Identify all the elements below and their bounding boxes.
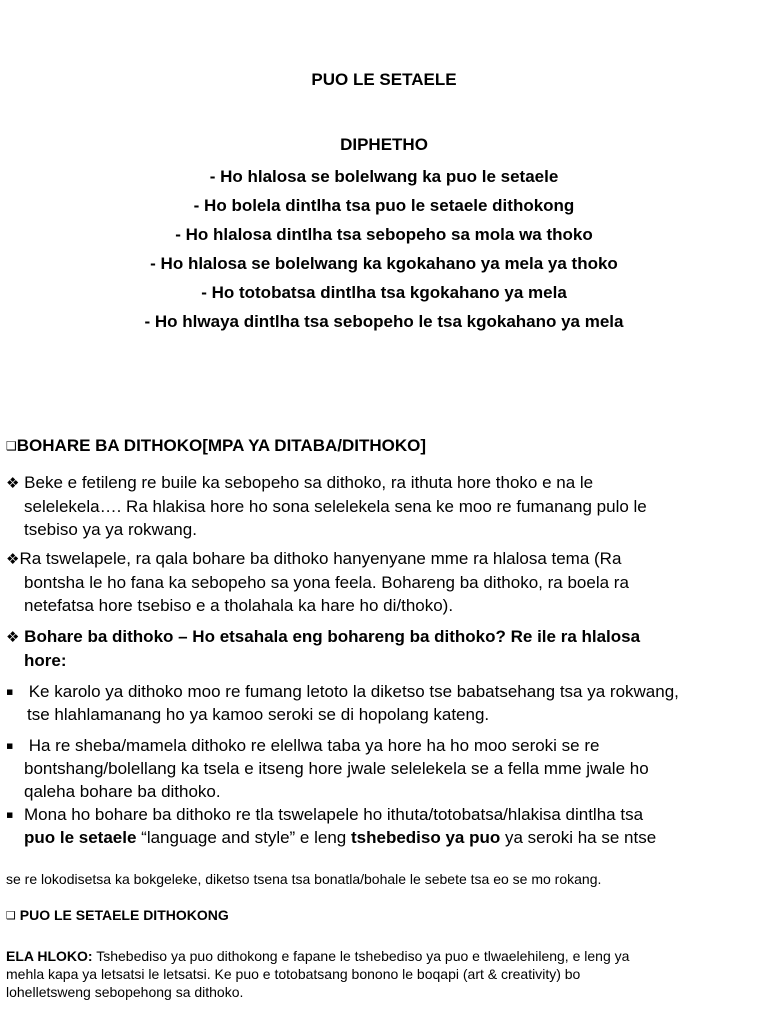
- section-heading: [6, 436, 426, 456]
- paragraph-line: hore:: [24, 651, 67, 670]
- section-heading-text: BOHARE BA DITHOKO[MPA YA DITABA/DITHOKO]: [16, 436, 427, 455]
- bullet-item: [6, 734, 762, 803]
- bold-term: puo le setaele: [24, 828, 137, 847]
- objective-item: - Ho totobatsa dintlha tsa kgokahano ya mela: [201, 283, 567, 302]
- section-heading: [6, 907, 229, 923]
- objective-item: - Ho hlwaya dintlha tsa sebopeho le tsa kgokahano ya mela: [144, 312, 624, 331]
- diamond-bullet-icon: ❖: [6, 550, 20, 568]
- diamond-bullet-icon: ❖: [6, 474, 20, 492]
- bullet-line: qaleha bohare ba dithoko.: [24, 782, 221, 801]
- square-bullet-icon: ▪: [6, 685, 14, 698]
- note-line: lohelletsweng sebopehong sa dithoko.: [6, 984, 244, 1000]
- continuation-text: se re lokodisetsa ka bokgeleke, diketso tsena tsa bonatla/bohale le sebete tsa eo se mo rokang.: [6, 871, 602, 887]
- paragraph: [6, 471, 762, 541]
- square-bullet-icon: ▪: [6, 739, 14, 752]
- paragraph: [6, 547, 762, 617]
- note-line: mehla kapa ya letsatsi le letsatsi. Ke puo e totobatsang bonono le boqapi (art & creativity) bo: [6, 966, 581, 982]
- bullet-item: [6, 803, 762, 849]
- note-line: Tshebediso ya puo dithokong e fapane le tshebediso ya puo e tlwaelehileng, e leng ya: [92, 948, 630, 964]
- objectives-list: [0, 162, 768, 336]
- note-paragraph: [6, 947, 762, 1001]
- paragraph-line: netefatsa hore tsebiso e a tholahala ka hare ho di/thoko).: [24, 596, 454, 615]
- note-label: ELA HLOKO:: [6, 948, 93, 964]
- bullet-line: tse hlahlamanang ho ya kamoo seroki se di hopolang kateng.: [27, 705, 490, 724]
- objective-item: - Ho bolela dintlha tsa puo le setaele dithokong: [193, 196, 575, 215]
- page-title: PUO LE SETAELE: [311, 70, 457, 89]
- square-bullet-icon: ▪: [6, 808, 14, 821]
- paragraph-line: Beke e fetileng re buile ka sebopeho sa dithoko, ra ithuta hore thoko e na le: [19, 473, 594, 492]
- objectives-heading: DIPHETHO: [340, 135, 428, 154]
- bullet-line: Mona ho bohare ba dithoko re tla tswelapele ho ithuta/totobatsa/hlakisa dintlha tsa: [24, 805, 644, 824]
- bullet-item: [6, 680, 762, 726]
- objective-item: - Ho hlalosa se bolelwang ka puo le setaele: [209, 167, 559, 186]
- paragraph-line: Ra tswelapele, ra qala bohare ba dithoko hanyenyane mme ra hlalosa tema (Ra: [19, 549, 622, 568]
- paragraph: [6, 625, 762, 672]
- paragraph-line: Bohare ba dithoko – Ho etsahala eng bohareng ba dithoko? Re ile ra hlalosa: [19, 627, 641, 646]
- paragraph-line: tsebiso ya ya rokwang.: [24, 520, 197, 539]
- objective-item: - Ho hlalosa se bolelwang ka kgokahano ya mela ya thoko: [150, 254, 618, 273]
- inline-text: ya seroki ha se ntse: [500, 828, 657, 847]
- diamond-bullet-icon: ❖: [6, 628, 20, 646]
- bullet-line: bontshang/bolellang ka tsela e itseng hore jwale selelekela se a fella mme jwale ho: [24, 759, 649, 778]
- bullet-line: Ke karolo ya dithoko moo re fumang letoto la diketso tse babatsehang tsa ya rokwang,: [24, 682, 679, 701]
- objective-item: - Ho hlalosa dintlha tsa sebopeho sa mola wa thoko: [175, 225, 593, 244]
- bullet-line: Ha re sheba/mamela dithoko re elellwa taba ya hore ha ho moo seroki se re: [24, 736, 600, 755]
- paragraph-line: selelekela…. Ra hlakisa hore ho sona selelekela sena ke moo re fumanang pulo le: [24, 497, 647, 516]
- paragraph-line: bontsha le ho fana ka sebopeho sa yona feela. Bohareng ba dithoko, ra boela ra: [24, 573, 629, 592]
- section-heading-text: PUO LE SETAELE DITHOKONG: [19, 907, 229, 923]
- inline-text: “language and style” e leng: [136, 828, 351, 847]
- bullet-line: [6, 826, 762, 849]
- checkbox-square-icon: ❑: [6, 909, 16, 922]
- checkbox-square-icon: ❑: [6, 439, 17, 453]
- bold-term: tshebediso ya puo: [350, 828, 501, 847]
